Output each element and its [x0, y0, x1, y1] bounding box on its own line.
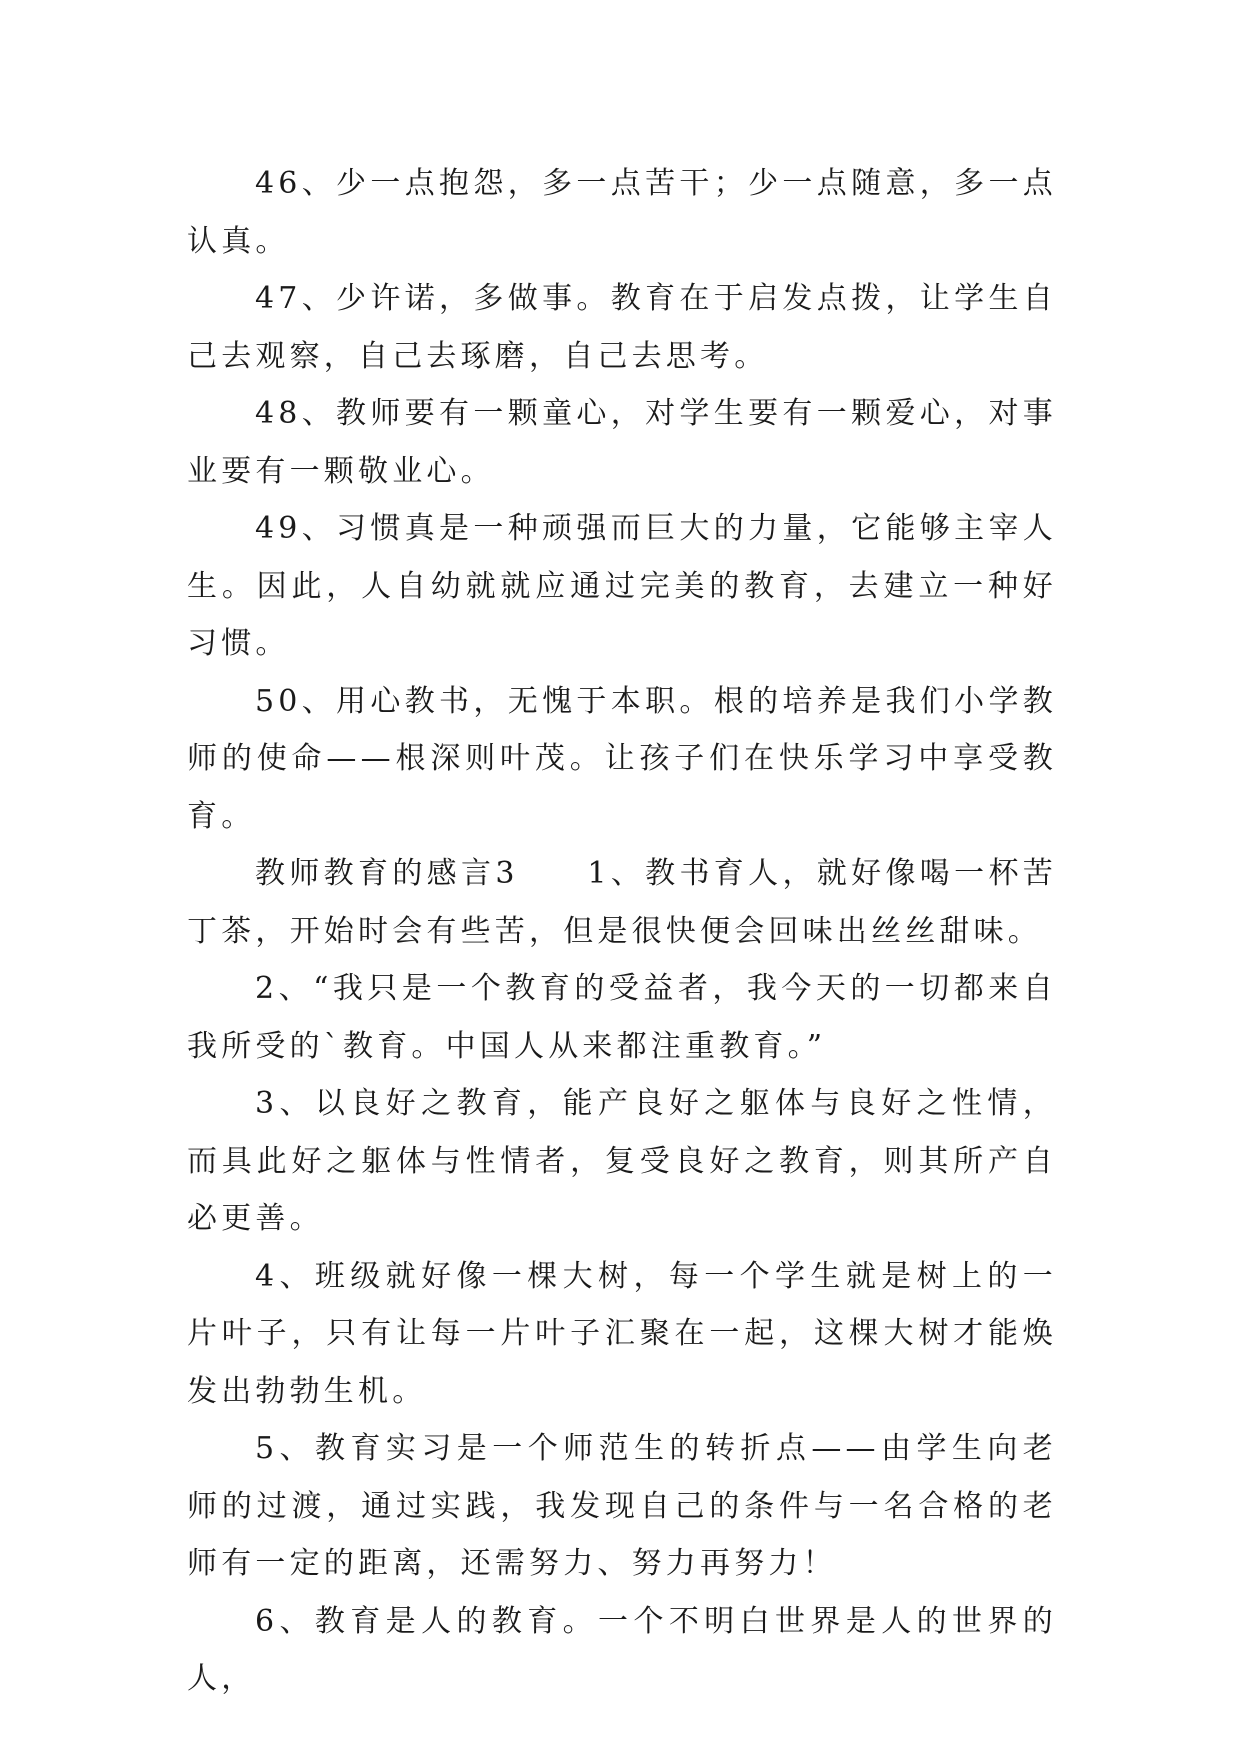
paragraph-48: 48、教师要有一颗童心，对学生要有一颗爱心，对事业要有一颗敬业心。	[187, 396, 1057, 489]
document-body	[187, 155, 1057, 1708]
paragraph-46: 46、少一点抱怨，多一点苦干；少一点随意，多一点认真。	[187, 166, 1057, 259]
paragraph-item-5: 5、教育实习是一个师范生的转折点——由学生向老师的过渡，通过实践，我发现自己的条件与一名合格的老师有一定的距离，还需努力、努力再努力！	[187, 1431, 1057, 1581]
paragraph-item-3: 3、以良好之教育，能产良好之躯体与良好之性情，而具此好之躯体与性情者，复受良好之教育，则其所产自必更善。	[187, 1086, 1057, 1236]
paragraph-50: 50、用心教书，无愧于本职。根的培养是我们小学教师的使命——根深则叶茂。让孩子们在快乐学习中享受教育。	[187, 683, 1057, 834]
paragraph-item-4: 4、班级就好像一棵大树，每一个学生就是树上的一片叶子，只有让每一片叶子汇聚在一起，这棵大树才能焕发出勃勃生机。	[187, 1258, 1057, 1409]
paragraph-item-6: 6、教育是人的教育。一个不明白世界是人的世界的人，	[187, 1603, 1057, 1696]
paragraph-49: 49、习惯真是一种顽强而巨大的力量，它能够主宰人生。因此，人自幼就就应通过完美的教育，去建立一种好习惯。	[187, 511, 1057, 661]
paragraph-47: 47、少许诺，多做事。教育在于启发点拨，让学生自己去观察，自己去琢磨，自己去思考。	[187, 281, 1057, 374]
paragraph-item-2: 2、“我只是一个教育的受益者，我今天的一切都来自我所受的`教育。中国人从来都注重教育。”	[187, 971, 1057, 1064]
paragraph-section-3-item-1: 教师教育的感言3 1、教书育人，就好像喝一杯苦丁茶，开始时会有些苦，但是很快便会回味出丝丝甜味。	[187, 856, 1057, 949]
